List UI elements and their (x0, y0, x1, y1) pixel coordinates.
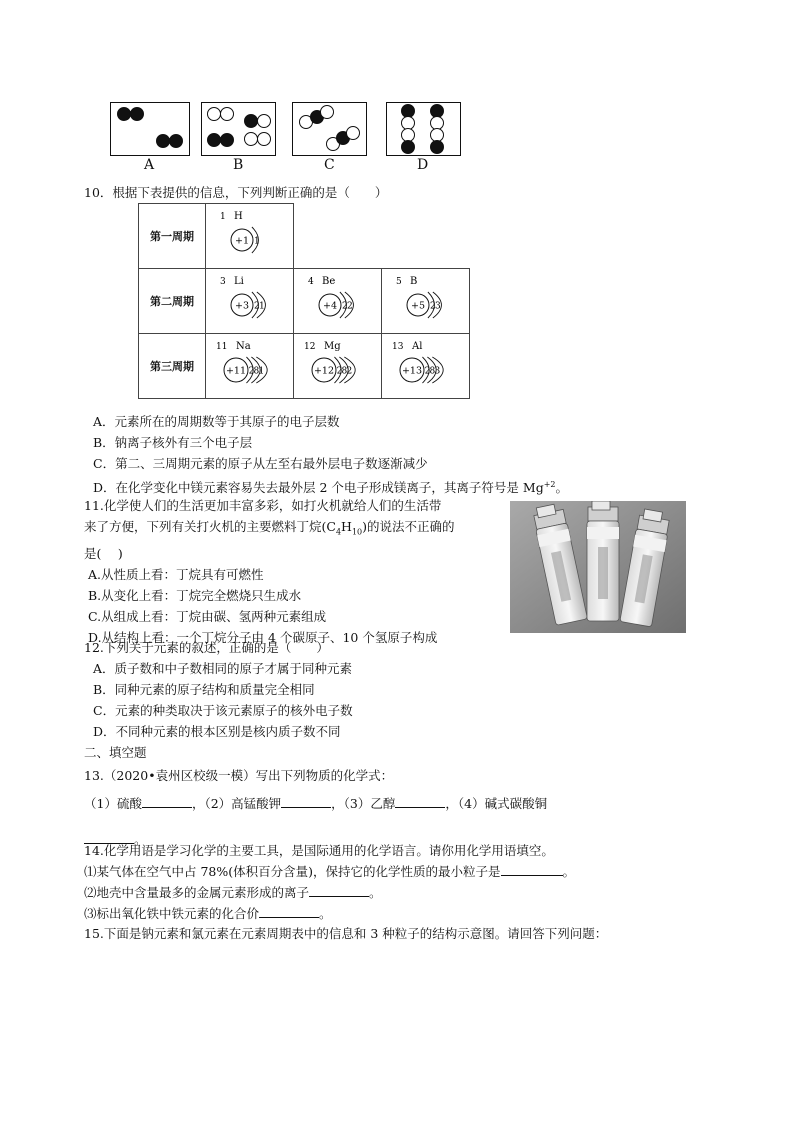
option-c-box (292, 102, 367, 156)
nucleus-charge: +4 (322, 300, 338, 312)
q13-item-3: ，（3）乙醇 (331, 796, 396, 811)
atomic-number: 11 (216, 342, 228, 352)
q14-item-2 (84, 882, 575, 903)
element-li (206, 269, 293, 333)
period-label: 第二周期 (139, 269, 206, 334)
q12-option-a: A．质子数和中子数相同的原子才属于同种元素 (93, 661, 353, 676)
atomic-number: 5 (396, 277, 402, 287)
q13-stem: 13.（2020•袁州区校级一模）写出下列物质的化学式： (84, 768, 394, 783)
element-cell-li (206, 269, 294, 334)
element-na (206, 334, 293, 398)
q11-option-c: C.从组成上看：丁烷由碳、氢两种元素组成 (88, 608, 327, 624)
q11-h: H (341, 519, 352, 534)
option-c-label: C (324, 157, 335, 173)
element-cell-h (206, 204, 294, 269)
q12-option-b: B．同种元素的原子结构和质量完全相同 (93, 682, 315, 697)
white-atom (257, 132, 271, 146)
atom-diagram (206, 204, 293, 268)
black-atom (401, 140, 415, 154)
shell-electron-count: 2 (342, 301, 348, 312)
q10-option-d-end: 。 (555, 480, 569, 496)
shell-electron-count: 2 (346, 301, 353, 312)
element-symbol: Na (236, 341, 251, 352)
shell-electron-count: 1 (254, 236, 260, 247)
black-atom (430, 140, 444, 154)
q11-option-b: B.从变化上看：丁烷完全燃烧只生成水 (88, 587, 302, 603)
q10-option-d-text: D．在化学变化中镁元素容易失去最外层 2 个电子形成镁离子，其离子符号是 Mg (93, 480, 544, 496)
q14-item-1-text: ⑴某气体在空气中占 78%(体积百分含量)，保持它的化学性质的最小粒子是 (84, 864, 501, 879)
element-h (206, 204, 293, 268)
shell-electron-count: 2 (254, 301, 260, 312)
element-b (382, 269, 469, 333)
black-atom (156, 134, 170, 148)
section-2-title: 二、填空题 (84, 745, 147, 760)
shell-electron-count: 3 (434, 301, 441, 312)
q14-item-3 (84, 903, 575, 924)
q14 (84, 840, 575, 924)
shell-electron-count: 3 (434, 366, 441, 377)
shell-electron-count: 2 (430, 301, 436, 312)
white-atom (320, 105, 334, 119)
q10-options (93, 411, 568, 498)
nucleus-charge: +12 (313, 365, 335, 377)
q13-item-4: ，（4）碱式碳酸铜 (445, 796, 548, 811)
element-symbol: Al (412, 341, 423, 352)
white-atom (346, 126, 360, 140)
atomic-number: 1 (220, 212, 226, 222)
q13 (84, 764, 547, 852)
element-symbol: B (410, 276, 418, 287)
q13-item-2: ，（2）高锰酸钾 (191, 796, 282, 811)
answer-blank[interactable] (395, 794, 445, 808)
answer-blank[interactable] (142, 794, 192, 808)
q12 (84, 637, 353, 763)
q12-options (84, 658, 353, 742)
black-atom (220, 133, 234, 147)
q10-stem: 10．根据下表提供的信息，下列判断正确的是（ ） (84, 185, 388, 200)
shell-electron-count: 1 (258, 301, 265, 312)
q14-item-1 (84, 861, 575, 882)
sub-10: 10 (351, 527, 363, 537)
atom-diagram (206, 334, 293, 398)
element-symbol: H (234, 211, 243, 222)
atom-diagram (294, 334, 381, 398)
shell-electron-count: 1 (258, 366, 265, 377)
ion-charge: +2 (543, 480, 556, 489)
q14-end: 。 (369, 885, 382, 900)
answer-blank[interactable] (259, 904, 319, 918)
nucleus-charge: +5 (410, 300, 426, 312)
element-cell-be (294, 269, 382, 334)
q11-line1: 11.化学使人们的生活更加丰富多彩，如打火机就给人们的生活带 (84, 498, 442, 513)
black-atom (207, 133, 221, 147)
white-atom (220, 107, 234, 121)
q10-option-b: B．钠离子核外有三个电子层 (93, 435, 253, 450)
answer-blank[interactable] (281, 794, 331, 808)
black-atom (169, 134, 183, 148)
option-b-label: B (233, 157, 244, 173)
q13-items (84, 792, 547, 816)
q13-item-1: （1）硫酸 (84, 796, 142, 811)
atomic-number: 3 (220, 277, 226, 287)
q12-option-d: D．不同种元素的根本区别是核内质子数不同 (93, 724, 341, 739)
q12-option-c: C．元素的种类取决于该元素原子的核外电子数 (93, 703, 353, 718)
q11-line2 (84, 516, 504, 543)
shell-electron-count: 2 (248, 366, 255, 377)
q11-line3: 是( ) (84, 545, 123, 561)
q11-option-d: D.从结构上看：一个丁烷分子由 4 个碳原子、10 个氢原子构成 (88, 629, 438, 645)
q10-option-c: C．第二、三周期元素的原子从左至右最外层电子数逐渐减少 (93, 456, 428, 471)
black-atom (117, 107, 131, 121)
option-a-label: A (144, 157, 155, 173)
atom-diagram (206, 269, 293, 333)
nucleus-charge: +3 (234, 300, 250, 312)
q13-end: 。 (134, 832, 147, 847)
atomic-number: 12 (304, 342, 316, 352)
q11 (84, 495, 504, 648)
element-cell-na (206, 334, 294, 399)
nucleus-charge: +11 (225, 365, 247, 377)
white-atom (207, 107, 221, 121)
atom-diagram (382, 334, 469, 398)
element-cell-mg (294, 334, 382, 399)
atom-diagram (382, 269, 469, 333)
black-atom (244, 114, 258, 128)
shell-electron-count: 8 (429, 366, 436, 377)
shell-electron-count: 8 (341, 366, 348, 377)
option-b-box (201, 102, 276, 156)
option-d-label: D (417, 157, 429, 173)
answer-blank[interactable] (309, 883, 369, 897)
period-label: 第一周期 (139, 204, 206, 269)
option-a-box (110, 102, 190, 156)
q11-options (84, 564, 504, 648)
element-symbol: Mg (324, 341, 341, 352)
answer-blank[interactable] (501, 862, 563, 876)
atom-diagram (294, 269, 381, 333)
element-symbol: Be (322, 276, 336, 287)
q11-line2-post: )的说法不正确的 (362, 519, 455, 534)
white-atom (244, 132, 258, 146)
option-d-box (386, 102, 461, 156)
lighters-photo (510, 501, 686, 633)
element-cell-al (382, 334, 470, 399)
q15-stem: 15.下面是钠元素和氯元素在元素周期表中的信息和 3 种粒子的结构示意图。请回答下列问题： (84, 926, 608, 941)
shell-electron-count: 2 (346, 366, 353, 377)
q14-item-3-text: ⑶标出氧化铁中铁元素的化合价 (84, 906, 260, 921)
q11-option-a: A.从性质上看：丁烷具有可燃性 (88, 566, 264, 582)
element-cell-b (382, 269, 470, 334)
period-label: 第三周期 (139, 334, 206, 399)
q14-end: 。 (319, 906, 332, 921)
sub-4: 4 (335, 527, 342, 537)
shell-electron-count: 2 (424, 366, 431, 377)
white-atom (257, 114, 271, 128)
q14-item-2-text: ⑵地壳中含量最多的金属元素形成的离子 (84, 885, 310, 900)
nucleus-charge: +1 (234, 235, 250, 247)
element-be (294, 269, 381, 333)
q14-stem: 14.化学用语是学习化学的主要工具，是国际通用的化学语言。请你用化学用语填空。 (84, 843, 554, 858)
element-mg (294, 334, 381, 398)
q14-end: 。 (562, 864, 576, 879)
periodic-table (138, 203, 470, 399)
nucleus-charge: +13 (401, 365, 423, 377)
shell-electron-count: 2 (336, 366, 343, 377)
black-atom (130, 107, 144, 121)
q12-stem: 12.下列关于元素的叙述，正确的是（ ） (84, 640, 329, 655)
atomic-number: 4 (308, 277, 314, 287)
element-al (382, 334, 469, 398)
shell-electron-count: 8 (253, 366, 260, 377)
element-symbol: Li (234, 276, 244, 287)
q10-option-a: A．元素所在的周期数等于其原子的电子层数 (93, 414, 340, 429)
lighters-image (510, 501, 686, 633)
atomic-number: 13 (392, 342, 404, 352)
q11-line2-pre: 来了方便，下列有关打火机的主要燃料丁烷(C (84, 519, 336, 534)
